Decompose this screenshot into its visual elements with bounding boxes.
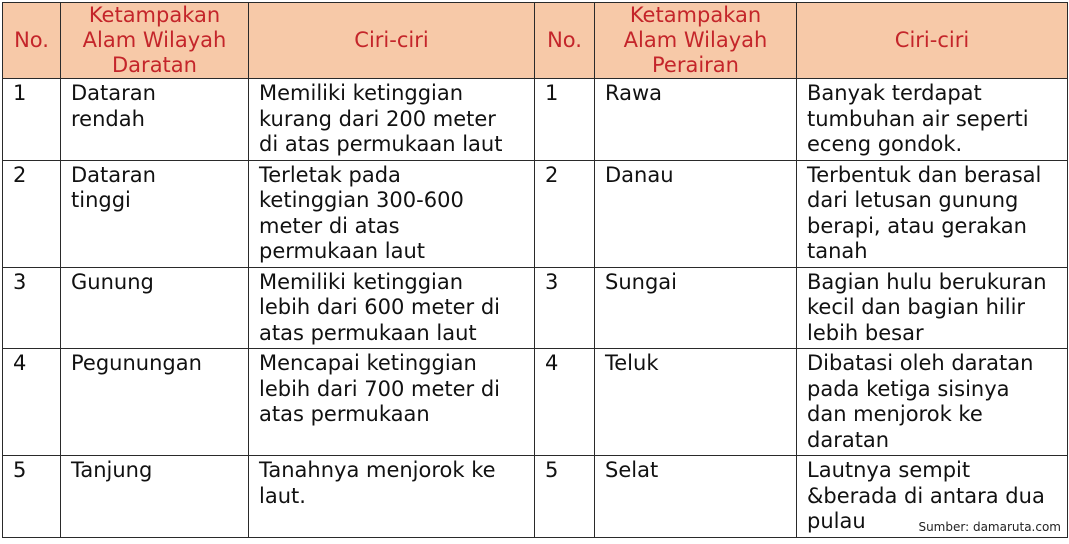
water-feature-name: Selat <box>595 456 797 538</box>
header-water-traits: Ciri-ciri <box>797 3 1068 79</box>
land-number: 4 <box>3 349 61 456</box>
water-number: 4 <box>535 349 595 456</box>
header-land-traits: Ciri-ciri <box>249 3 535 79</box>
table-row <box>3 79 1068 161</box>
water-feature-name: Danau <box>595 160 797 267</box>
landforms-table <box>2 2 1068 538</box>
header-no-land: No. <box>3 3 61 79</box>
water-feature-description: Terbentuk dan berasal dari letusan gunung berapi, atau gerakan tanah <box>797 160 1068 267</box>
header-row <box>3 3 1068 79</box>
land-feature-description: Memiliki ketinggian lebih dari 600 meter di atas permukaan laut <box>249 267 535 349</box>
water-number: 3 <box>535 267 595 349</box>
header-land-features: Ketampakan Alam Wilayah Daratan <box>61 3 249 79</box>
land-feature-name: Dataran rendah <box>61 79 249 161</box>
land-feature-name: Tanjung <box>61 456 249 538</box>
table-row <box>3 456 1068 538</box>
land-feature-description: Mencapai ketinggian lebih dari 700 meter di atas permukaan <box>249 349 535 456</box>
land-feature-description: Memiliki ketinggian kurang dari 200 meter di atas permukaan laut <box>249 79 535 161</box>
water-number: 5 <box>535 456 595 538</box>
water-feature-description: Bagian hulu berukuran kecil dan bagian hilir lebih besar <box>797 267 1068 349</box>
land-number: 1 <box>3 79 61 161</box>
land-number: 3 <box>3 267 61 349</box>
land-number: 2 <box>3 160 61 267</box>
water-feature-description: Banyak terdapat tumbuhan air seperti eceng gondok. <box>797 79 1068 161</box>
water-feature-description: Dibatasi oleh daratan pada ketiga sisinya dan menjorok ke daratan <box>797 349 1068 456</box>
land-feature-name: Gunung <box>61 267 249 349</box>
land-feature-description: Terletak pada ketinggian 300-600 meter di atas permukaan laut <box>249 160 535 267</box>
water-number: 1 <box>535 79 595 161</box>
land-feature-description: Tanahnya menjorok ke laut. <box>249 456 535 538</box>
table-row <box>3 267 1068 349</box>
header-water-features: Ketampakan Alam Wilayah Perairan <box>595 3 797 79</box>
water-number: 2 <box>535 160 595 267</box>
land-number: 5 <box>3 456 61 538</box>
water-feature-description: Lautnya sempit &berada di antara dua pulau <box>797 456 1068 538</box>
water-feature-name: Teluk <box>595 349 797 456</box>
table-row <box>3 349 1068 456</box>
table-row <box>3 160 1068 267</box>
water-feature-name: Sungai <box>595 267 797 349</box>
water-feature-name: Rawa <box>595 79 797 161</box>
source-caption: Sumber: damaruta.com <box>918 520 1061 534</box>
header-no-water: No. <box>535 3 595 79</box>
land-feature-name: Pegunungan <box>61 349 249 456</box>
land-feature-name: Dataran tinggi <box>61 160 249 267</box>
